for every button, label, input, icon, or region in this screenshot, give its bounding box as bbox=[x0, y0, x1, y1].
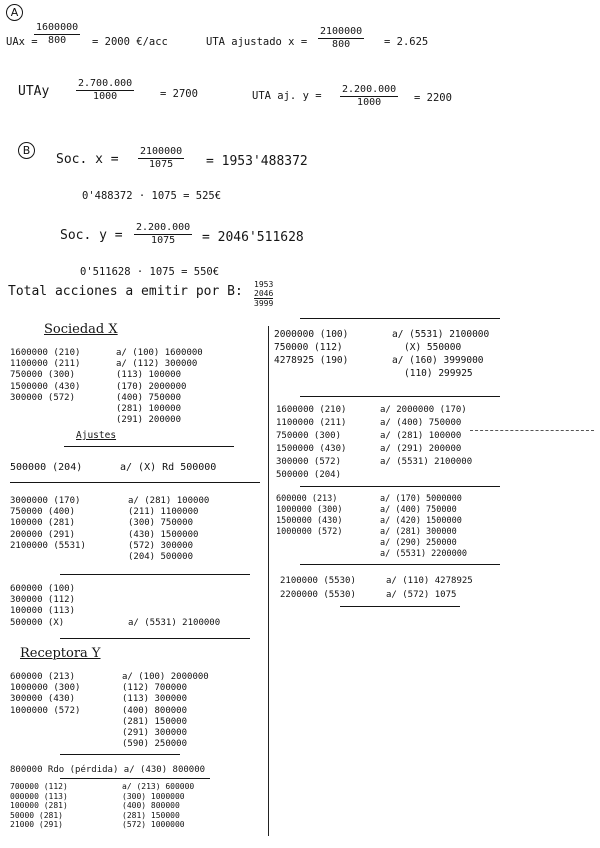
soc-x-result: = 1953'488372 bbox=[206, 154, 308, 169]
separator-line bbox=[60, 638, 250, 639]
debit-cell: 700000 (112) bbox=[10, 782, 68, 791]
debit-cell: 21000 (291) bbox=[10, 820, 63, 829]
credit-cell: (400) 750000 bbox=[116, 392, 182, 403]
journal-row bbox=[10, 694, 209, 705]
credit-cell: a/ (100) 1600000 bbox=[116, 348, 203, 358]
sociedad-x-entries bbox=[10, 348, 203, 426]
debit-cell: 200000 (291) bbox=[10, 529, 76, 540]
credit-cell: (113) 100000 bbox=[116, 370, 182, 381]
credit-cell: a/ (290) 250000 bbox=[380, 538, 457, 548]
credit-cell: a/ (420) 1500000 bbox=[380, 516, 462, 526]
credit-cell: a/ (281) 100000 bbox=[380, 431, 462, 441]
journal-row bbox=[10, 606, 220, 617]
journal-row bbox=[10, 717, 209, 728]
separator-line bbox=[300, 318, 500, 319]
soc-y-fraction bbox=[134, 222, 192, 247]
credit-cell: a/ (5531) 2100000 bbox=[380, 457, 473, 467]
ajustes-heading: Ajustes bbox=[76, 430, 117, 441]
credit-cell: (590) 250000 bbox=[122, 739, 188, 750]
right-entries-4 bbox=[280, 574, 473, 602]
resultado-entry-head: 800000 Rdo (pérdida) a/ (430) 800000 bbox=[10, 765, 206, 775]
uta-ajustado-x-denominator: 800 bbox=[332, 39, 351, 50]
separator-line bbox=[300, 564, 500, 565]
debit-cell: 600000 (213) bbox=[276, 494, 338, 504]
credit-cell: a/ (400) 750000 bbox=[380, 505, 457, 515]
journal-row bbox=[10, 728, 209, 739]
journal-row bbox=[10, 370, 203, 381]
journal-row bbox=[276, 505, 467, 516]
receptora-y-title: Receptora Y bbox=[20, 646, 101, 661]
credit-cell: (110) 299925 bbox=[404, 368, 473, 379]
journal-row bbox=[10, 672, 209, 683]
uax-numerator: 1600000 bbox=[36, 22, 79, 33]
ajustes-entries bbox=[10, 462, 216, 473]
journal-row bbox=[10, 552, 209, 563]
debit-cell: 1500000 (430) bbox=[276, 516, 343, 526]
journal-row bbox=[10, 393, 203, 404]
capital-entries bbox=[10, 584, 220, 629]
journal-row bbox=[10, 496, 209, 507]
part-a-marker bbox=[6, 4, 23, 21]
dashed-rule bbox=[470, 430, 594, 431]
credit-cell: (300) 1000000 bbox=[122, 791, 185, 801]
credit-cell: (430) 1500000 bbox=[128, 529, 199, 540]
separator-line bbox=[340, 606, 460, 607]
debit-cell: 1100000 (211) bbox=[10, 359, 81, 370]
journal-row bbox=[10, 820, 194, 830]
debit-cell: 500000 (204) bbox=[276, 470, 342, 480]
credit-cell: a/ (5531) 2100000 bbox=[128, 617, 221, 628]
journal-row bbox=[10, 541, 209, 552]
journal-row bbox=[276, 549, 467, 560]
debit-cell: 100000 (281) bbox=[10, 801, 68, 810]
utay-denominator: 1000 bbox=[93, 91, 118, 102]
column-divider bbox=[268, 326, 269, 836]
journal-row bbox=[276, 417, 472, 430]
journal-row bbox=[10, 382, 203, 393]
soc-y-result: = 2046'511628 bbox=[202, 230, 304, 245]
credit-cell: (204) 500000 bbox=[128, 552, 194, 563]
journal-row bbox=[10, 584, 220, 595]
debit-cell: 1100000 (211) bbox=[276, 418, 347, 428]
utay-fraction bbox=[76, 78, 134, 103]
uta-ajustado-x-numerator: 2100000 bbox=[320, 26, 363, 37]
credit-cell: (400) 800000 bbox=[122, 801, 180, 810]
journal-row bbox=[276, 404, 472, 417]
journal-row bbox=[10, 404, 203, 415]
journal-row bbox=[10, 595, 220, 606]
soc-x-numerator: 2100000 bbox=[140, 146, 183, 157]
right-entries-2 bbox=[276, 404, 472, 482]
debit-cell: 750000 (112) bbox=[274, 342, 343, 353]
journal-row bbox=[276, 538, 467, 549]
credit-cell: (572) 300000 bbox=[128, 540, 194, 551]
debit-cell: 1600000 (210) bbox=[276, 405, 347, 415]
debit-cell: 4278925 (190) bbox=[274, 355, 349, 366]
uta-aj-y-denominator: 1000 bbox=[357, 97, 382, 108]
total-acciones-total: 3999 bbox=[254, 299, 274, 308]
credit-cell: (211) 1100000 bbox=[128, 507, 199, 518]
total-acciones-label: Total acciones a emitir por B: bbox=[8, 284, 243, 299]
debit-cell: 500000 (X) bbox=[10, 617, 65, 628]
credit-cell: a/ (400) 750000 bbox=[380, 418, 462, 428]
journal-row bbox=[10, 359, 203, 370]
credit-cell: a/ (281) 300000 bbox=[380, 527, 457, 537]
sociedad-x-title: Sociedad X bbox=[44, 322, 118, 337]
separator-line bbox=[10, 482, 260, 483]
debit-cell: 50000 (281) bbox=[10, 810, 63, 820]
journal-row bbox=[10, 348, 203, 359]
credit-cell: a/ (213) 600000 bbox=[122, 782, 195, 791]
uta-aj-y-fraction bbox=[340, 84, 398, 109]
credit-cell: a/ (112) 300000 bbox=[116, 359, 198, 370]
journal-row bbox=[10, 518, 209, 529]
debit-cell: 1000000 (300) bbox=[10, 683, 81, 694]
credit-cell: a/ (281) 100000 bbox=[128, 496, 210, 506]
soc-x-label: Soc. x = bbox=[56, 152, 119, 167]
separator-line bbox=[300, 486, 500, 487]
soc-y-remainder-calc: 0'511628 · 1075 = 550€ bbox=[80, 266, 220, 278]
journal-row bbox=[10, 792, 194, 802]
journal-row bbox=[274, 354, 489, 367]
uta-aj-y-result: = 2200 bbox=[414, 92, 452, 104]
debit-cell: 1500000 (430) bbox=[276, 444, 347, 454]
credit-cell: (112) 700000 bbox=[122, 683, 188, 694]
journal-row bbox=[10, 801, 194, 811]
uax-label: UAx = bbox=[6, 36, 38, 48]
debit-cell: 2200000 (5530) bbox=[280, 590, 356, 600]
credit-cell: a/ (160) 3999000 bbox=[392, 355, 484, 366]
uta-aj-y-numerator: 2.200.000 bbox=[342, 84, 397, 95]
credit-cell: a/ (170) 5000000 bbox=[380, 494, 462, 504]
credit-cell: a/ 2000000 (170) bbox=[380, 405, 467, 415]
soc-y-numerator: 2.200.000 bbox=[136, 222, 191, 233]
debit-cell: 000000 (113) bbox=[10, 791, 68, 801]
debit-cell: 300000 (572) bbox=[10, 392, 76, 403]
part-b-label: B bbox=[18, 142, 35, 159]
journal-row bbox=[10, 706, 209, 717]
uta-ajustado-x-label: UTA ajustado x = bbox=[206, 36, 308, 48]
debit-cell: 750000 (300) bbox=[276, 431, 342, 441]
credit-cell: a/ (X) Rd 500000 bbox=[120, 462, 217, 473]
credit-cell: (281) 150000 bbox=[122, 810, 180, 820]
debit-cell: 600000 (213) bbox=[10, 672, 76, 682]
credit-cell: (113) 300000 bbox=[122, 694, 188, 705]
utay-label: UTAy bbox=[18, 84, 50, 99]
debit-cell: 1000000 (572) bbox=[10, 705, 81, 716]
debit-cell: 100000 (281) bbox=[10, 518, 76, 529]
right-entries-1 bbox=[274, 328, 489, 380]
debit-cell: 600000 (100) bbox=[10, 584, 76, 594]
separator-line bbox=[300, 396, 500, 397]
journal-row bbox=[280, 588, 473, 602]
journal-row bbox=[10, 739, 209, 750]
utay-result: = 2700 bbox=[160, 88, 198, 100]
debit-cell: 3000000 (170) bbox=[10, 496, 81, 506]
journal-row bbox=[280, 574, 473, 588]
credit-cell: a/ (100) 2000000 bbox=[122, 672, 209, 682]
uta-aj-y-label: UTA aj. y = bbox=[252, 90, 322, 102]
elimination-entries bbox=[10, 496, 209, 563]
receptora-y-entries bbox=[10, 672, 209, 750]
credit-cell: (291) 200000 bbox=[116, 415, 182, 426]
debit-cell: 2100000 (5530) bbox=[280, 576, 356, 586]
soc-x-remainder-calc: 0'488372 · 1075 = 525€ bbox=[82, 190, 222, 202]
debit-cell: 300000 (112) bbox=[10, 595, 76, 606]
credit-cell: (281) 100000 bbox=[116, 404, 182, 415]
debit-cell: 1600000 (210) bbox=[10, 348, 81, 358]
debit-cell: 1000000 (300) bbox=[276, 505, 343, 515]
journal-row bbox=[10, 683, 209, 694]
debit-cell: 100000 (113) bbox=[10, 606, 76, 617]
journal-row bbox=[10, 618, 220, 629]
utay-numerator: 2.700.000 bbox=[78, 78, 133, 89]
uax-result: = 2000 €/acc bbox=[92, 36, 168, 48]
part-a-label: A bbox=[6, 4, 23, 21]
journal-row bbox=[10, 530, 209, 541]
debit-cell: 300000 (430) bbox=[10, 694, 76, 705]
debit-cell: 1500000 (430) bbox=[10, 381, 81, 392]
credit-cell: a/ (291) 200000 bbox=[380, 444, 462, 454]
soc-x-fraction bbox=[138, 146, 184, 171]
journal-row bbox=[10, 811, 194, 821]
credit-cell: a/ (5531) 2100000 bbox=[392, 329, 490, 340]
total-acciones-y: 2046 bbox=[254, 289, 274, 298]
uax-denominator: 800 bbox=[48, 35, 67, 46]
soc-x-denominator: 1075 bbox=[149, 159, 174, 170]
journal-row bbox=[276, 430, 472, 443]
credit-cell: (X) 550000 bbox=[404, 342, 462, 353]
debit-cell: 300000 (572) bbox=[276, 457, 342, 467]
soc-y-label: Soc. y = bbox=[60, 228, 123, 243]
credit-cell: (291) 300000 bbox=[122, 728, 188, 739]
journal-row bbox=[276, 516, 467, 527]
uax-fraction bbox=[34, 22, 80, 47]
journal-row bbox=[10, 507, 209, 518]
resultado-entries bbox=[10, 782, 194, 830]
debit-cell: 1000000 (572) bbox=[276, 527, 343, 537]
uta-ajustado-x-fraction bbox=[318, 26, 364, 51]
right-entries-3 bbox=[276, 494, 467, 560]
journal-row bbox=[274, 328, 489, 341]
journal-row bbox=[274, 367, 489, 380]
journal-row bbox=[276, 443, 472, 456]
debit-cell: 2000000 (100) bbox=[274, 329, 349, 340]
separator-line bbox=[64, 446, 234, 447]
journal-row bbox=[276, 469, 472, 482]
debit-cell: 750000 (300) bbox=[10, 370, 76, 381]
journal-row bbox=[10, 782, 194, 792]
journal-row bbox=[276, 527, 467, 538]
debit-cell: 2100000 (5531) bbox=[10, 540, 86, 551]
debit-cell: 750000 (400) bbox=[10, 507, 76, 518]
total-acciones-x: 1953 bbox=[254, 280, 274, 289]
journal-row bbox=[276, 456, 472, 469]
journal-row bbox=[10, 462, 216, 473]
separator-line bbox=[60, 778, 210, 779]
credit-cell: a/ (110) 4278925 bbox=[386, 576, 473, 586]
uta-ajustado-x-result: = 2.625 bbox=[384, 36, 429, 48]
credit-cell: (572) 1000000 bbox=[122, 820, 185, 829]
journal-row bbox=[10, 415, 203, 426]
journal-row bbox=[274, 341, 489, 354]
credit-cell: a/ (572) 1075 bbox=[386, 590, 457, 600]
journal-row bbox=[276, 494, 467, 505]
debit-cell: 500000 (204) bbox=[10, 462, 83, 473]
total-acciones-sum bbox=[254, 280, 273, 308]
separator-line bbox=[60, 754, 180, 755]
credit-cell: (170) 2000000 bbox=[116, 381, 187, 392]
credit-cell: a/ (5531) 2200000 bbox=[380, 549, 467, 559]
credit-cell: (300) 750000 bbox=[128, 518, 194, 529]
separator-line bbox=[60, 574, 250, 575]
credit-cell: (281) 150000 bbox=[122, 716, 188, 727]
credit-cell: (400) 800000 bbox=[122, 705, 188, 716]
part-b-marker bbox=[18, 142, 35, 159]
soc-y-denominator: 1075 bbox=[151, 235, 176, 246]
